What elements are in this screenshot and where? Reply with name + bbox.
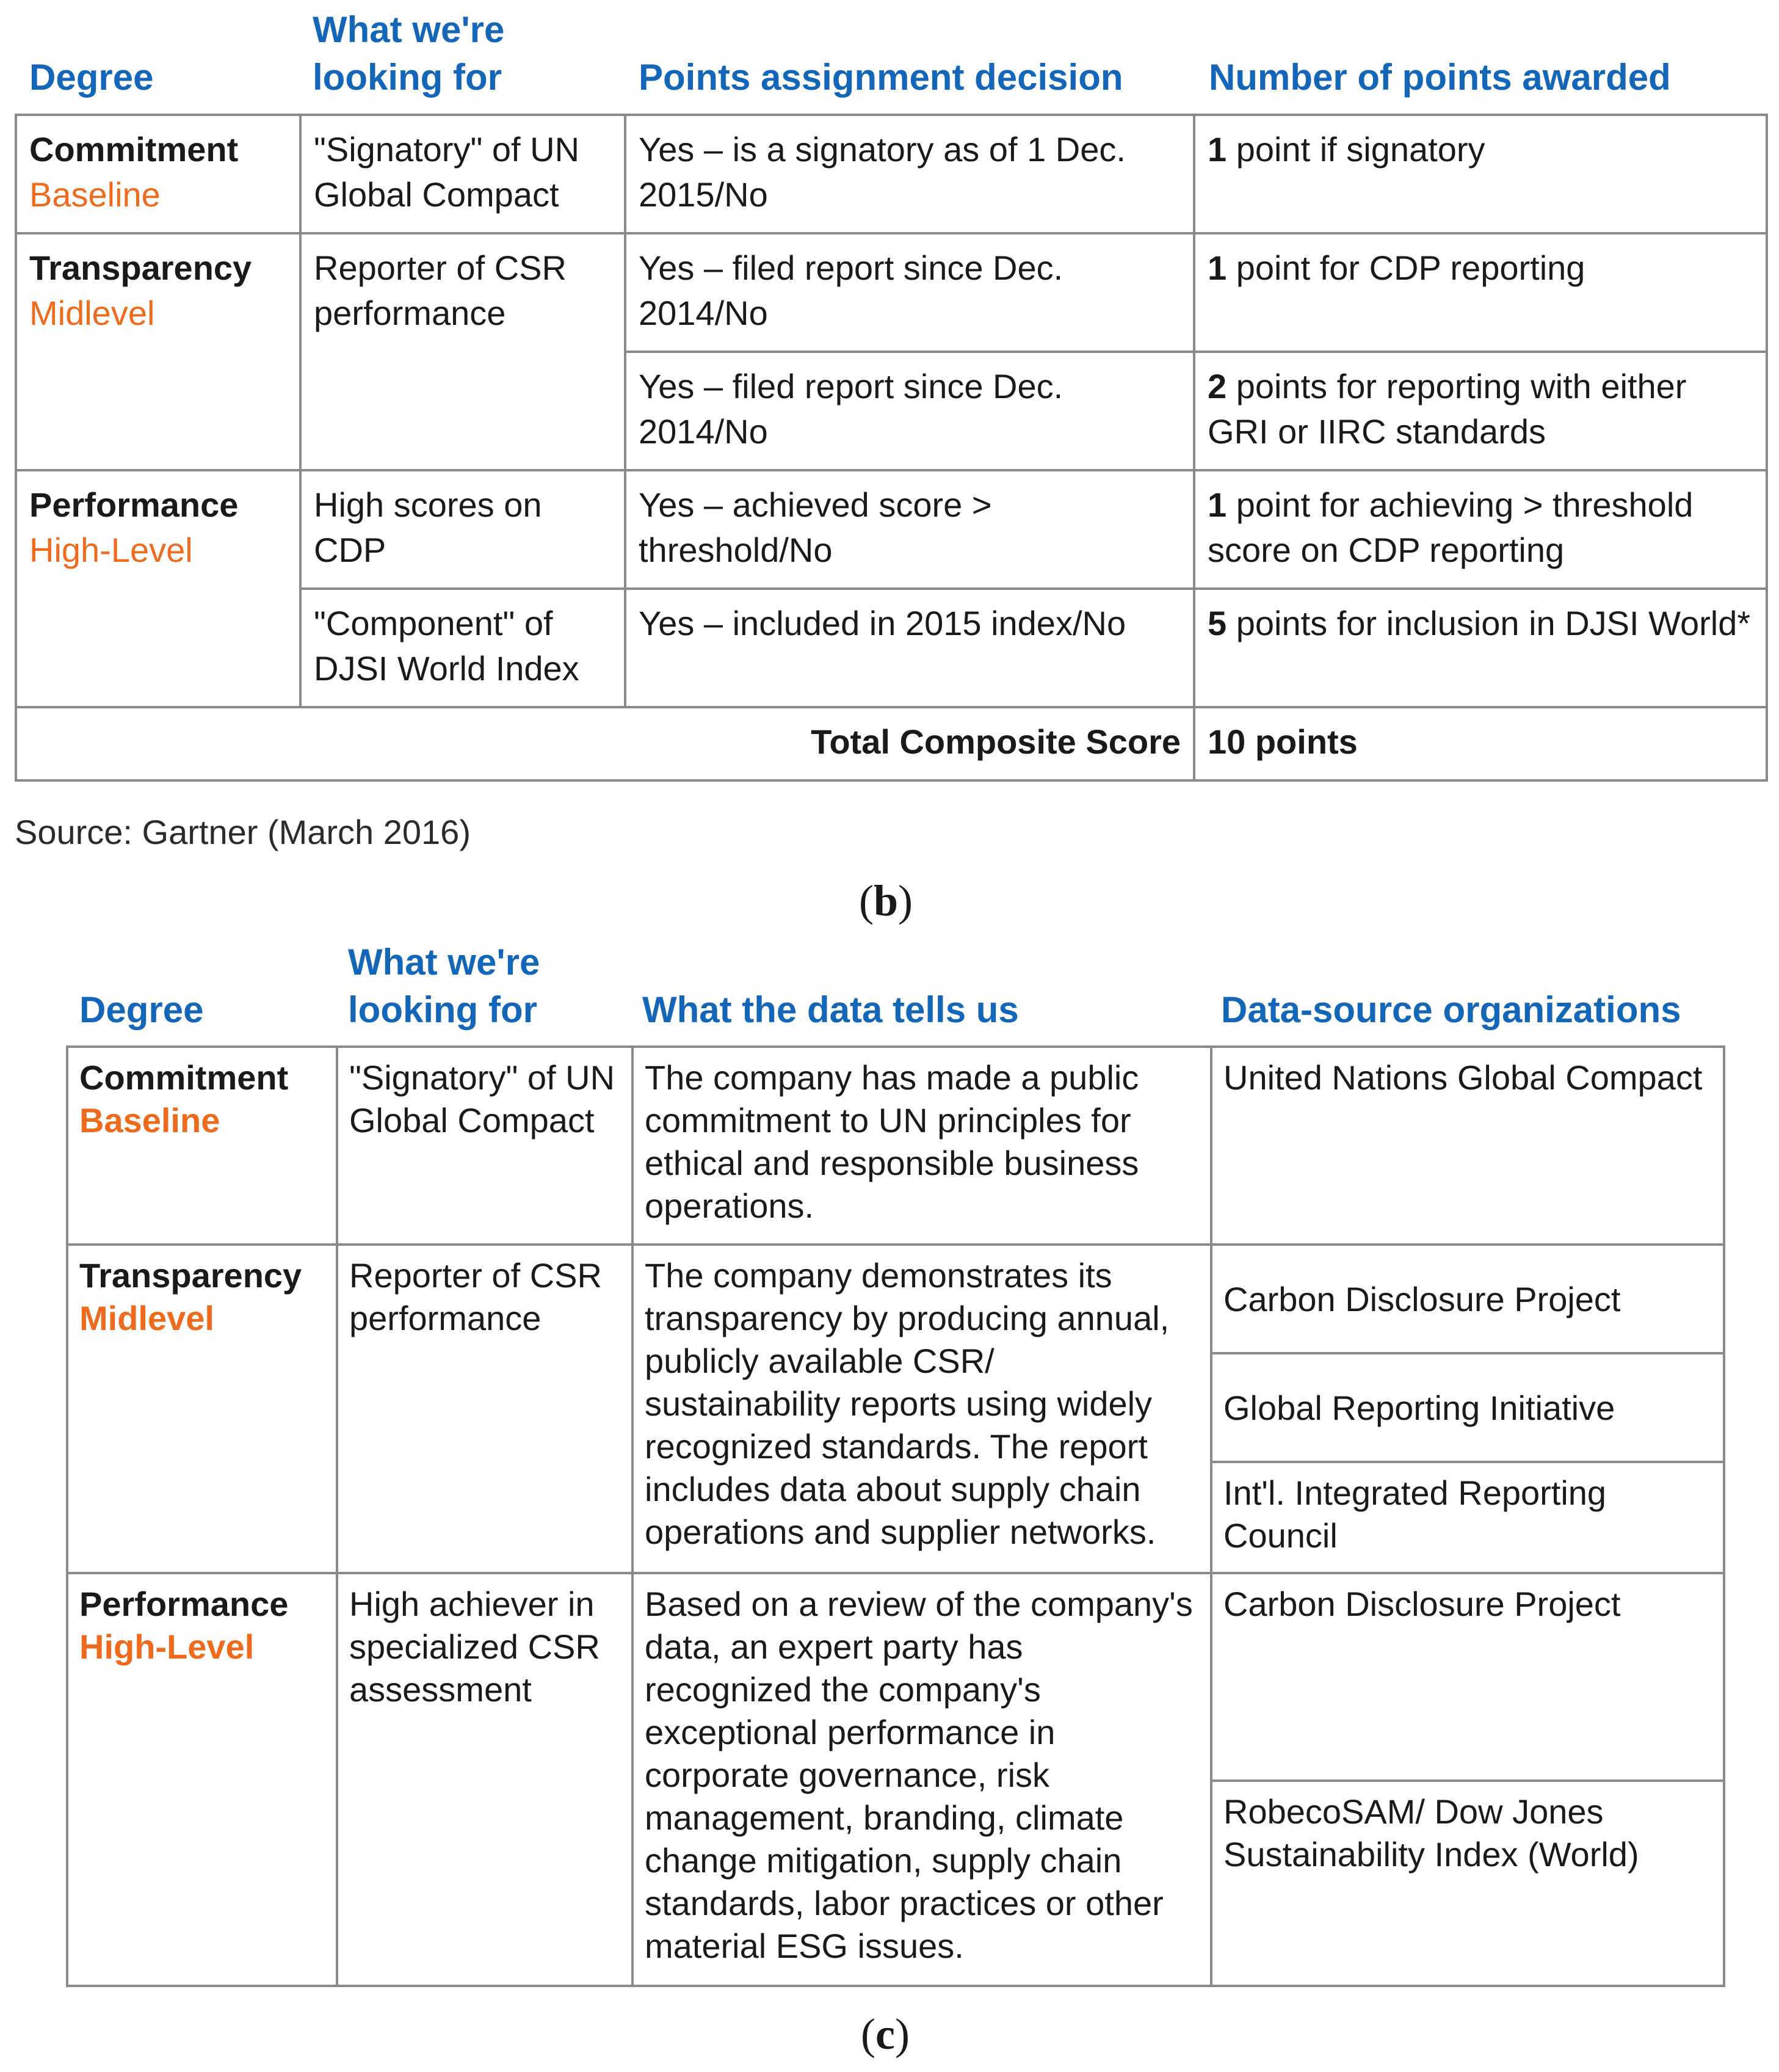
caption-close: ) <box>898 876 913 925</box>
points-cell <box>1194 115 1767 233</box>
decision-cell: Yes – filed report since Dec. 2014/No <box>625 352 1194 470</box>
points-number: 1 <box>1208 130 1227 169</box>
table-c-header-orgs: Data-source organizations <box>1221 989 1681 1030</box>
looking-for-cell: "Component" of DJSI World Index <box>300 589 625 707</box>
degree-label: Performance <box>29 485 239 524</box>
degree-label: Transparency <box>29 249 252 287</box>
points-text: point if signatory <box>1226 130 1485 169</box>
level-label: Baseline <box>79 1101 220 1140</box>
decision-cell: Yes – is a signatory as of 1 Dec. 2015/No <box>625 115 1194 233</box>
degree-label: Transparency <box>79 1256 302 1295</box>
caption-open: ( <box>861 2010 875 2059</box>
org-cell: Int'l. Integrated Reporting Council <box>1211 1462 1724 1573</box>
degree-cell <box>67 1245 337 1573</box>
header-line-2: looking for <box>348 989 537 1030</box>
table-b-header-awarded: Number of points awarded <box>1209 57 1671 98</box>
level-label: High-Level <box>79 1627 255 1666</box>
table-b-header-degree: Degree <box>29 57 154 98</box>
decision-cell: Yes – achieved score > threshold/No <box>625 470 1194 589</box>
points-number: 1 <box>1208 249 1227 287</box>
table-c-header-looking-for <box>348 939 540 1034</box>
degree-cell <box>16 470 300 707</box>
org-cell: United Nations Global Compact <box>1211 1047 1724 1245</box>
points-cell <box>1194 470 1767 589</box>
table-b <box>15 114 1768 782</box>
table-c-header-degree: Degree <box>79 989 204 1030</box>
source-note: Source: Gartner (March 2016) <box>15 813 471 851</box>
degree-cell <box>67 1047 337 1245</box>
looking-for-cell: "Signatory" of UN Global Compact <box>300 115 625 233</box>
points-text: points for inclusion in DJSI World* <box>1226 604 1751 642</box>
data-tells-cell: Based on a review of the company's data, an expert party has recognized the company's exceptional performance in corporate governance, risk management, branding, climate change mitigation, supply chain standards, labor practices or other material ESG issues. <box>632 1573 1211 1986</box>
table-row <box>67 1245 1724 1353</box>
caption-open: ( <box>859 876 874 925</box>
total-label: Total Composite Score <box>16 707 1194 780</box>
points-cell <box>1194 589 1767 707</box>
org-cell: Global Reporting Initiative <box>1211 1353 1724 1462</box>
caption-c <box>861 2009 910 2060</box>
points-text: points for reporting with either GRI or IIRC standards <box>1208 367 1687 451</box>
looking-for-cell: Reporter of CSR performance <box>300 233 625 470</box>
level-label: Midlevel <box>29 294 155 332</box>
org-cell: Carbon Disclosure Project <box>1211 1245 1724 1353</box>
table-row-total <box>16 707 1767 780</box>
data-tells-cell: The company demonstrates its transparency by producing annual, publicly available CSR/ sustainability reports using widely recognized standards. The report includes data about supply chain operations and supplier networks. <box>632 1245 1211 1573</box>
degree-cell <box>67 1573 337 1986</box>
table-c-header-data-tells: What the data tells us <box>642 989 1019 1030</box>
points-text: point for achieving > threshold score on CDP reporting <box>1208 485 1694 569</box>
level-label: High-Level <box>29 531 193 569</box>
looking-for-cell: Reporter of CSR performance <box>337 1245 632 1573</box>
caption-letter: b <box>873 876 899 925</box>
looking-for-cell: High scores on CDP <box>300 470 625 589</box>
table-b-header-looking-for <box>313 6 504 101</box>
degree-cell <box>16 115 300 233</box>
table-b-header-decision: Points assignment decision <box>639 57 1123 98</box>
degree-label: Performance <box>79 1585 289 1623</box>
points-number: 2 <box>1208 367 1227 405</box>
degree-cell <box>16 233 300 470</box>
data-tells-cell: The company has made a public commitment to UN principles for ethical and responsible business operations. <box>632 1047 1211 1245</box>
decision-cell: Yes – included in 2015 index/No <box>625 589 1194 707</box>
total-points: 10 points <box>1208 722 1358 761</box>
table-c <box>66 1045 1725 1987</box>
level-label: Midlevel <box>79 1299 214 1337</box>
table-row <box>16 470 1767 589</box>
table-row <box>67 1047 1724 1245</box>
level-label: Baseline <box>29 175 161 214</box>
points-cell <box>1194 233 1767 352</box>
points-number: 1 <box>1208 485 1227 524</box>
degree-label: Commitment <box>79 1058 289 1097</box>
looking-for-cell: "Signatory" of UN Global Compact <box>337 1047 632 1245</box>
degree-label: Commitment <box>29 130 239 169</box>
header-line-1: What we're <box>313 9 505 50</box>
total-value <box>1194 707 1767 780</box>
caption-b <box>859 876 913 926</box>
table-row <box>67 1573 1724 1781</box>
org-cell: RobecoSAM/ Dow Jones Sustainability Index (World) <box>1211 1781 1724 1986</box>
points-cell <box>1194 352 1767 470</box>
points-number: 5 <box>1208 604 1227 642</box>
table-row <box>16 115 1767 233</box>
table-row <box>16 233 1767 352</box>
caption-close: ) <box>894 2010 910 2059</box>
caption-letter: c <box>875 2010 895 2059</box>
looking-for-cell: High achiever in specialized CSR assessment <box>337 1573 632 1986</box>
header-line-1: What we're <box>348 942 540 983</box>
decision-cell: Yes – filed report since Dec. 2014/No <box>625 233 1194 352</box>
org-cell: Carbon Disclosure Project <box>1211 1573 1724 1781</box>
points-text: point for CDP reporting <box>1226 249 1585 287</box>
header-line-2: looking for <box>313 57 502 98</box>
